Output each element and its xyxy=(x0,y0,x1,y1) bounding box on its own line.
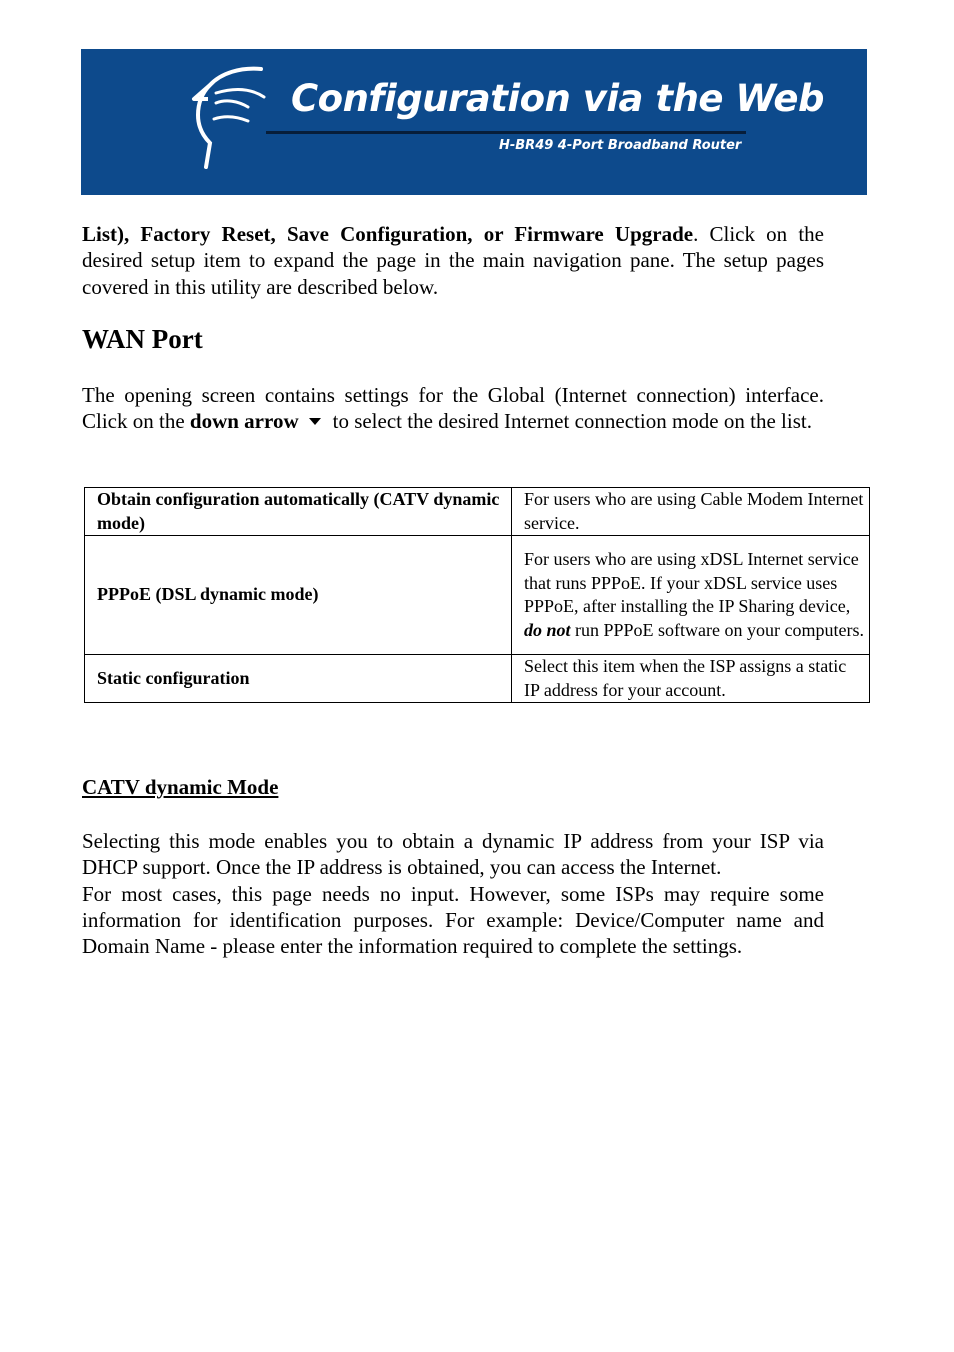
mode-cell: Static configuration xyxy=(85,655,512,703)
table-row xyxy=(85,488,870,536)
header-banner xyxy=(81,49,867,195)
catv-paragraph-1: Selecting this mode enables you to obtain a dynamic IP address from your ISP via DHCP support. Once the IP address is obtained, you can access the Internet. xyxy=(82,829,824,880)
wan-text-bold: down arrow xyxy=(189,409,299,434)
section-heading-wan-port: WAN Port xyxy=(82,324,203,354)
description-text: For users who are using xDSL Internet service that runs PPPoE. If your xDSL service uses PPPoE, after installing the IP Sharing device, xyxy=(524,549,859,616)
description-text: run PPPoE software on your computers. xyxy=(575,619,864,640)
wan-text-after: to select the desired Internet connection mode on the list. xyxy=(332,409,812,434)
connection-modes-table xyxy=(84,487,870,703)
intro-bold-items: List), Factory Reset, Save Configuration, or Firmware Upgrade xyxy=(82,222,694,246)
description-cell xyxy=(512,536,870,655)
intro-text: . Click on the desired setup item to expand the page in the main navigation pane. The setup pages covered in this utility are described below. xyxy=(82,222,824,299)
banner-title: Configuration via the Web xyxy=(291,77,824,120)
section-heading-catv-mode: CATV dynamic Mode xyxy=(82,775,279,799)
table-row xyxy=(85,536,870,655)
description-cell: For users who are using Cable Modem Internet service. xyxy=(512,488,870,536)
mode-cell: Obtain configuration automatically (CATV dynamic mode) xyxy=(85,488,512,536)
wan-text-before: The opening screen contains settings for the Global (Internet connection) interface. Click on the xyxy=(82,383,824,434)
description-cell: Select this item when the ISP assigns a static IP address for your account. xyxy=(512,655,870,703)
eagle-head-logo xyxy=(186,63,268,171)
table-row xyxy=(85,655,870,703)
wan-paragraph xyxy=(82,382,824,435)
banner-subtitle: H-BR49 4-Port Broadband Router xyxy=(499,138,742,153)
description-emphasis: do not xyxy=(524,619,571,640)
banner-divider xyxy=(266,131,746,134)
catv-paragraph-2: For most cases, this page needs no input. However, some ISPs may require some information for identification purposes. For example: Device/Computer name and Domain Name - please enter the information required to complete the settings. xyxy=(82,881,824,959)
mode-cell: PPPoE (DSL dynamic mode) xyxy=(85,536,512,655)
down-arrow-icon xyxy=(309,418,321,425)
intro-paragraph xyxy=(82,221,824,300)
